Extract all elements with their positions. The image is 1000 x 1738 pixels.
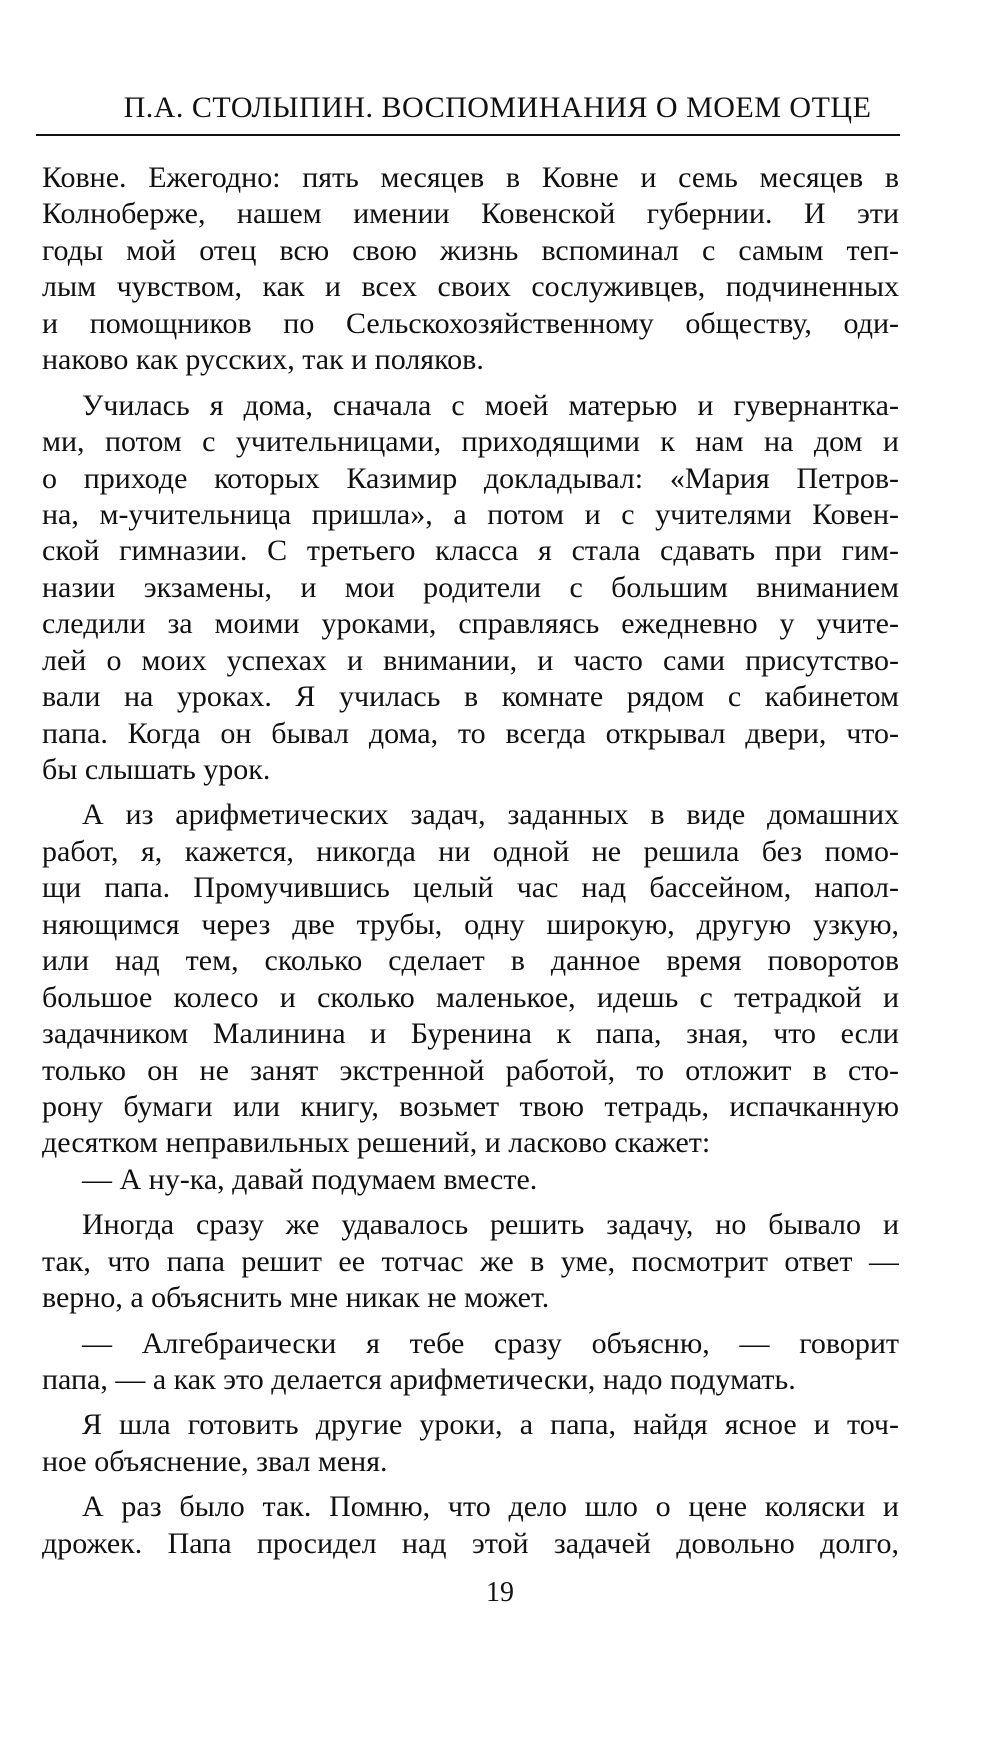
text-line: папа, — а как это делается арифметически, надо подумать. xyxy=(42,1363,796,1396)
text-line: работ, я, кажется, никогда ни одной не решила без помо- xyxy=(42,834,899,868)
text-line: наково как русских, так и поляков. xyxy=(42,343,484,377)
text-line: ской гимназии. С третьего класса я стала сдавать при гим- xyxy=(42,534,899,568)
text-line: щи папа. Промучившись целый час над бассейном, напол- xyxy=(42,871,899,905)
text-line: о приходе которых Казимир докладывал: «Мария Петров- xyxy=(42,461,899,495)
header-rule xyxy=(36,134,900,136)
text-line: верно, а объяснить мне никак не может. xyxy=(42,1281,550,1315)
text-line: Я шла готовить другие уроки, а папа, найдя ясное и точ- xyxy=(82,1408,899,1442)
text-line: няющимся через две трубы, одну широкую, другую узкую, xyxy=(42,907,899,941)
text-line: Ковне. Ежегодно: пять месяцев в Ковне и семь месяцев в xyxy=(42,161,899,194)
running-head: П.А. СТОЛЫПИН. ВОСПОМИНАНИЯ О МОЕМ ОТЦЕ xyxy=(123,91,872,124)
text-line: рону бумаги или книгу, возьмет твою тетрадь, испачканную xyxy=(42,1089,899,1123)
text-line: — Алгебраически я тебе сразу объясню, — говорит xyxy=(82,1326,899,1360)
text-line: Училась я дома, сначала с моей матерью и гувернантка- xyxy=(82,388,899,422)
text-line: бы слышать урок. xyxy=(42,753,271,786)
text-line: вали на уроках. Я училась в комнате рядом с кабинетом xyxy=(42,680,899,714)
text-line: следили за моими уроками, справляясь ежедневно у учите- xyxy=(42,607,899,641)
text-line: только он не занят экстренной работой, то отложит в сто- xyxy=(42,1053,899,1087)
text-line: или над тем, сколько сделает в данное время поворотов xyxy=(42,944,899,978)
text-line: лей о моих успехах и внимании, и часто сами присутство- xyxy=(42,643,899,677)
text-line: и помощников по Сельскохозяйственному обществу, оди- xyxy=(42,306,899,340)
text-line: задачником Малинина и Буренина к папа, зная, что если xyxy=(42,1017,899,1051)
text-line: Колноберже, нашем имении Ковенской губернии. И эти xyxy=(42,197,899,231)
text-line: Иногда сразу же удавалось решить задачу, но бывало и xyxy=(82,1208,899,1242)
text-line: ми, потом с учительницами, приходящими к нам на дом и xyxy=(42,425,899,459)
text-line: дрожек. Папа просидел над этой задачей довольно долго, xyxy=(42,1526,899,1560)
text-line: ное объяснение, звал меня. xyxy=(42,1444,388,1478)
text-line: — А ну-ка, давай подумаем вместе. xyxy=(82,1162,538,1196)
text-line: так, что папа решит ее тотчас же в уме, посмотрит ответ — xyxy=(42,1244,899,1278)
text-line: большое колесо и сколько маленькое, идешь с тетрадкой и xyxy=(42,980,899,1014)
text-line: А раз было так. Помню, что дело шло о цене коляски и xyxy=(82,1490,899,1524)
page-number: 19 xyxy=(486,1577,514,1608)
text-line: А из арифметических задач, заданных в виде домашних xyxy=(82,798,899,832)
text-line: назии экзамены, и мои родители с большим вниманием xyxy=(42,570,899,604)
text-line: на, м-учительница пришла», а потом и с учителями Ковен- xyxy=(42,497,899,531)
text-line: годы мой отец всю свою жизнь вспоминал с самым теп- xyxy=(42,233,899,267)
text-line: лым чувством, как и всех своих сослуживцев, подчиненных xyxy=(42,270,899,304)
text-line: папа. Когда он бывал дома, то всегда открывал двери, что- xyxy=(42,716,899,750)
body-text xyxy=(42,160,899,1562)
text-line: десятком неправильных решений, и ласково скажет: xyxy=(42,1126,711,1160)
